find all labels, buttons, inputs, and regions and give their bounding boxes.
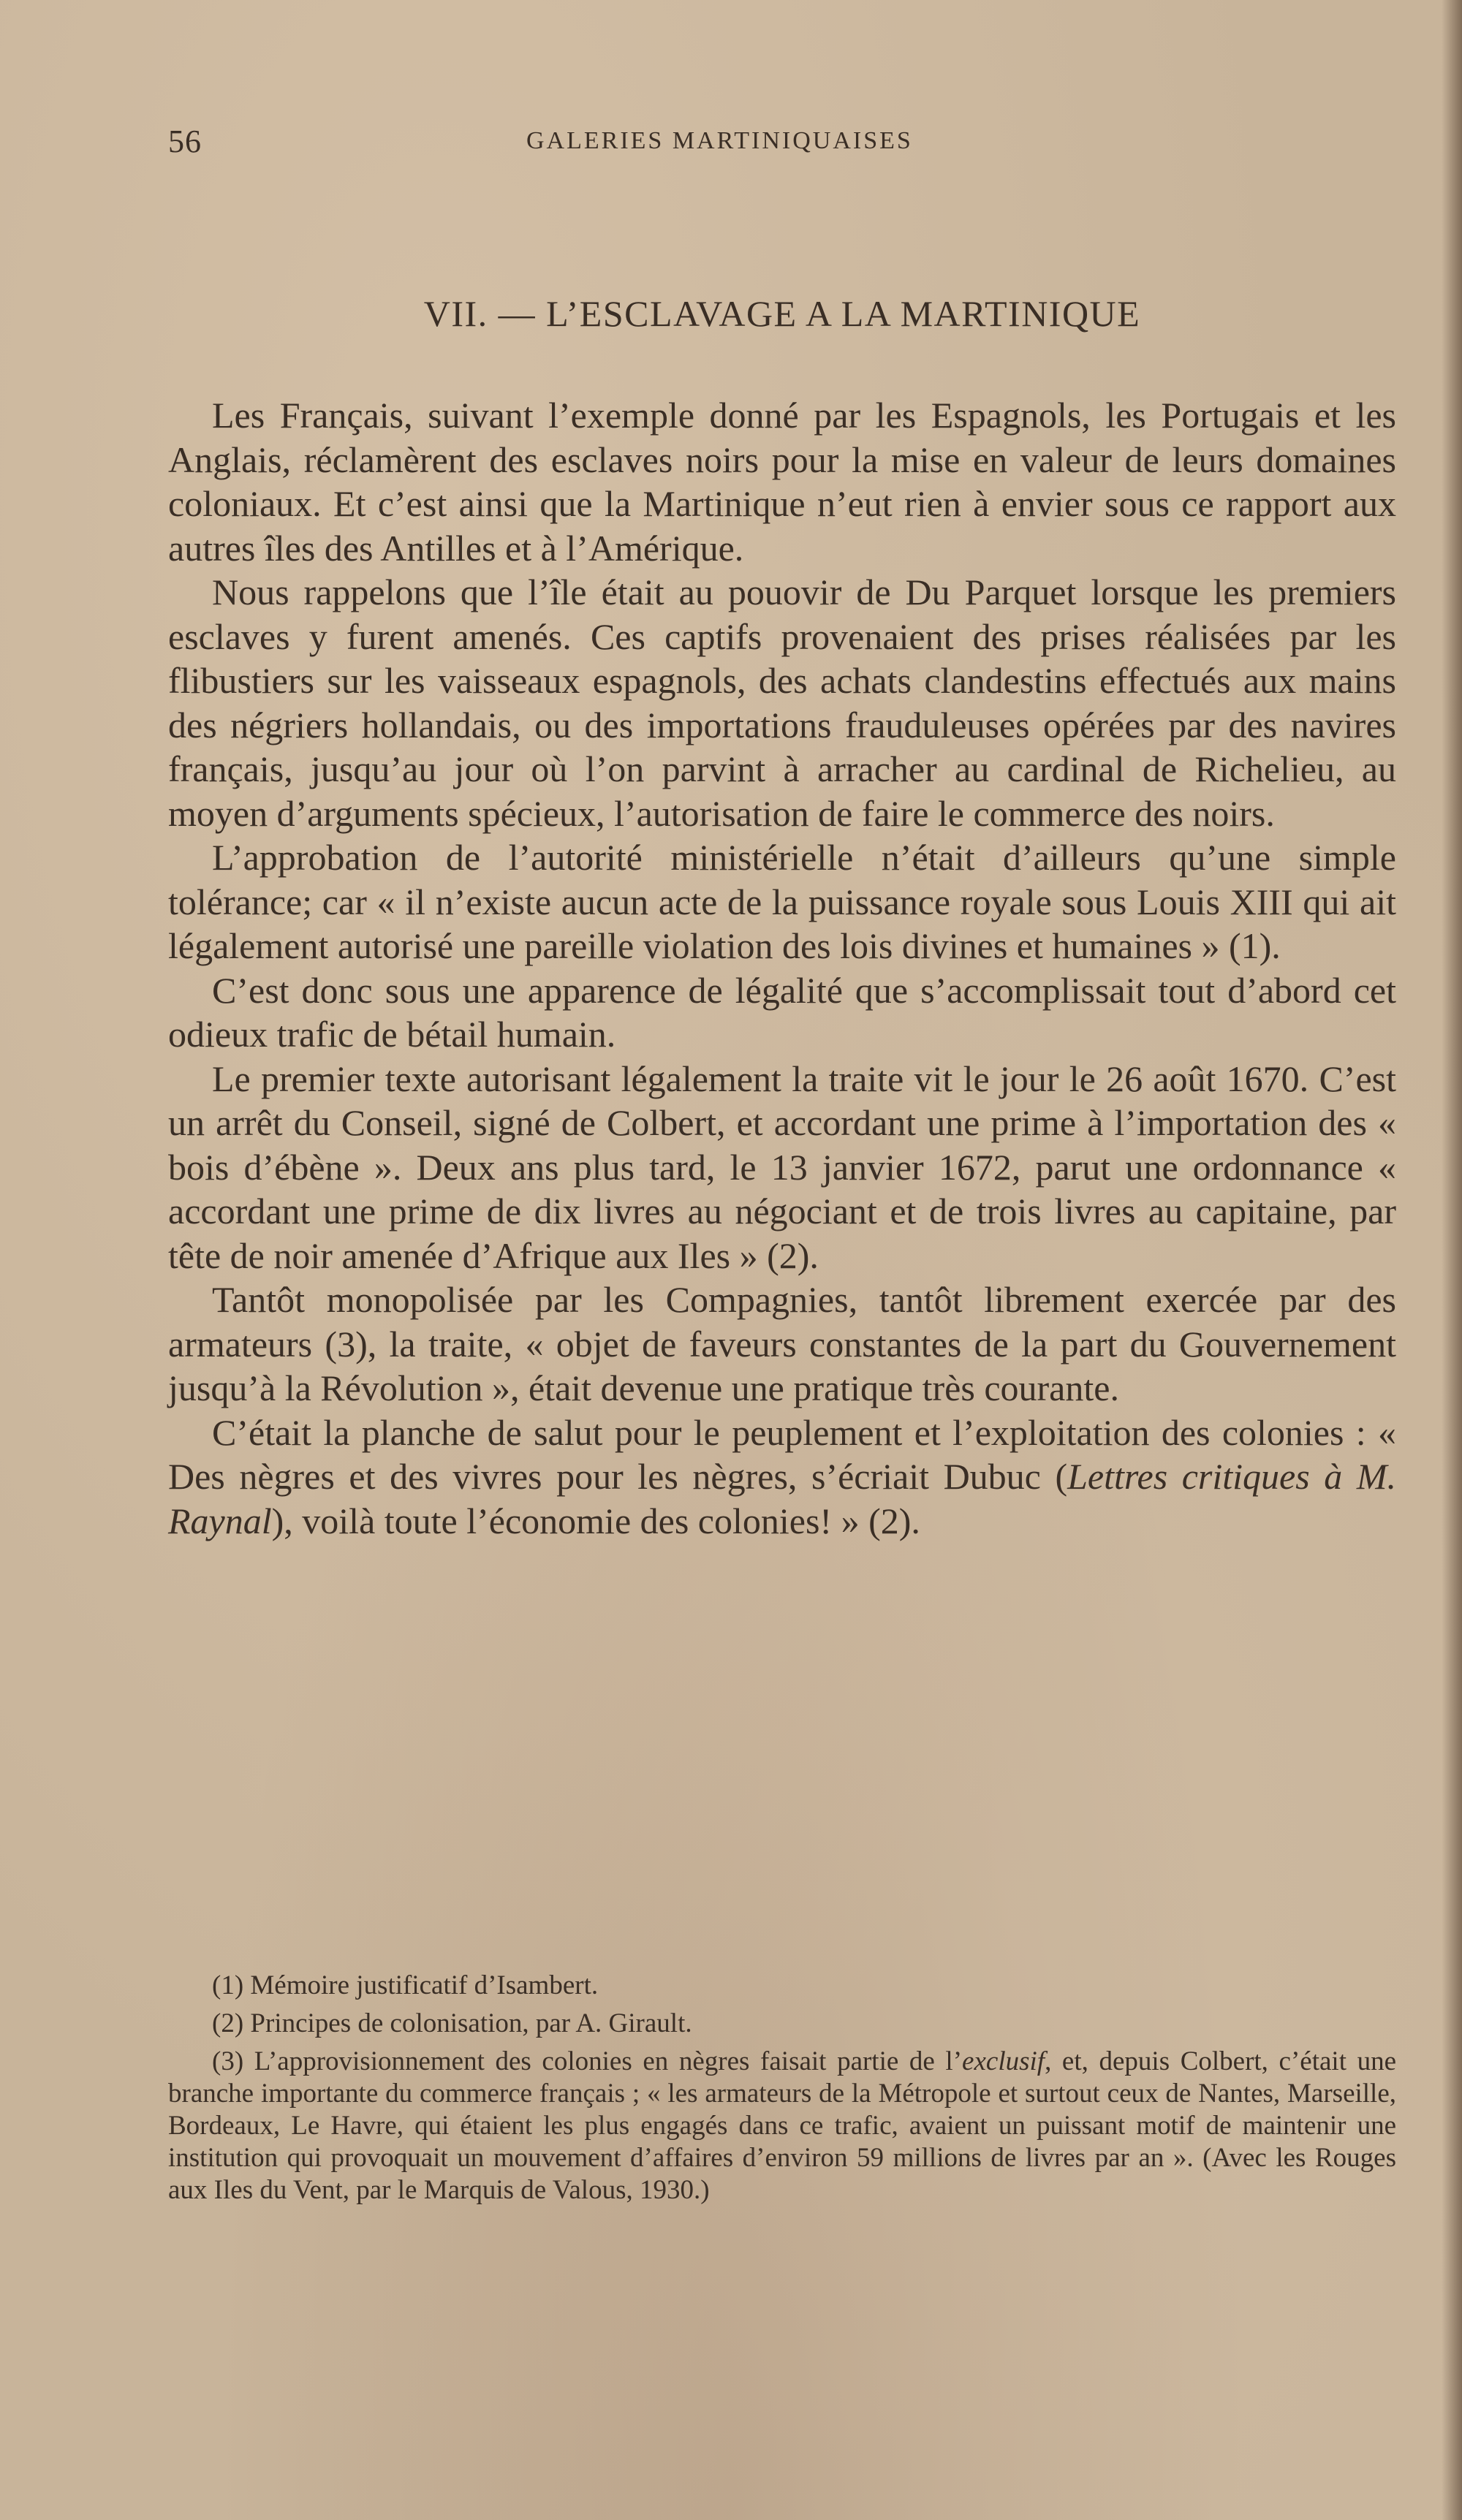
footnote-text: (3) L’approvisionnement des colonies en nègres faisait partie de l’ xyxy=(212,2046,963,2076)
paragraph xyxy=(168,1411,1396,1544)
running-head xyxy=(168,123,1396,167)
paragraph: Nous rappelons que l’île était au pouovir de Du Parquet lorsque les premiers esclaves y furent amenés. Ces captifs provenaient des prises réalisées par les flibustiers sur les vaisseaux espagnols, des achats clandestins effectués aux mains des négriers hollandais, ou des importations frauduleuses opérées par des navires français, jusqu’au jour où l’on parvint à arracher au cardinal de Richelieu, au moyen d’arguments spécieux, l’autorisation de faire le commerce des noirs. xyxy=(168,572,1396,834)
chapter-title: VII. — L’ESCLAVAGE A LA MARTINIQUE xyxy=(423,293,1141,334)
footnote: (1) Mémoire justificatif d’Isambert. xyxy=(212,1970,599,2000)
footnote-text: , et, depuis Colbert, c’était une branche importante du commerce français ; « les armateurs de la Métropole et surtout ceux de Nantes, Marseille, Bordeaux, Le Havre, qui étaient les plus engagés dans ce trafic, avaient un puissant motif de maintenir une institution qui provoquait un mouvement d’affaires d’environ 59 millions de livres par an ». (Avec les Rouges aux Iles du Vent, par le Marquis de Valous, 1930.) xyxy=(168,2046,1397,2205)
footnote-italic: exclusif xyxy=(962,2046,1045,2076)
running-title: GALERIES MARTINIQUAISES xyxy=(526,127,913,154)
footnote xyxy=(168,2046,1396,2206)
page-edge-shadow xyxy=(1442,0,1462,2520)
footnote: (2) Principes de colonisation, par A. Girault. xyxy=(212,2008,692,2038)
book-title-italic: Lettres critiques à M. Raynal xyxy=(168,1456,1397,1541)
footnotes xyxy=(168,1970,1396,2212)
body-text xyxy=(168,393,1396,1543)
paragraph: Tantôt monopolisée par les Compagnies, tantôt librement exercée par des armateurs (3), la traite, « objet de faveurs constantes de la part du Gouvernement jusqu’à la Révolution », était devenue une pratique très courante. xyxy=(168,1279,1396,1408)
paragraph-text: ), voilà toute l’économie des colonies! » (2). xyxy=(271,1500,920,1541)
paragraph: L’approbation de l’autorité ministérielle n’était d’ailleurs qu’une simple tolérance; car « il n’existe aucun acte de la puissance royale sous Louis XIII qui ait légalement autorisé une pareille violation des lois divines et humaines » (1). xyxy=(168,837,1396,966)
paragraph: Le premier texte autorisant légalement la traite vit le jour le 26 août 1670. C’est un arrêt du Conseil, signé de Colbert, et accordant une prime à l’importation des « bois d’ébène ». Deux ans plus tard, le 13 janvier 1672, parut une ordonnance « accordant une prime de dix livres au négociant et de trois livres au capitaine, par tête de noir amenée d’Afrique aux Iles » (2). xyxy=(168,1058,1396,1276)
paragraph-text: C’était la planche de salut pour le peuplement et l’exploitation des colonies : « Des nègres et des vivres pour les nègres, s’écriait Dubuc ( xyxy=(168,1411,1396,1497)
book-page xyxy=(168,0,1396,2520)
paragraph: C’est donc sous une apparence de légalité que s’accomplissait tout d’abord cet odieux trafic de bétail humain. xyxy=(168,969,1396,1055)
paragraph: Les Français, suivant l’exemple donné par les Espagnols, les Portugais et les Anglais, réclamèrent des esclaves noirs pour la mise en valeur de leurs domaines coloniaux. Et c’est ainsi que la Martinique n’eut rien à envier sous ce rapport aux autres îles des Antilles et à l’Amérique. xyxy=(168,395,1396,569)
page-number: 56 xyxy=(168,124,202,159)
